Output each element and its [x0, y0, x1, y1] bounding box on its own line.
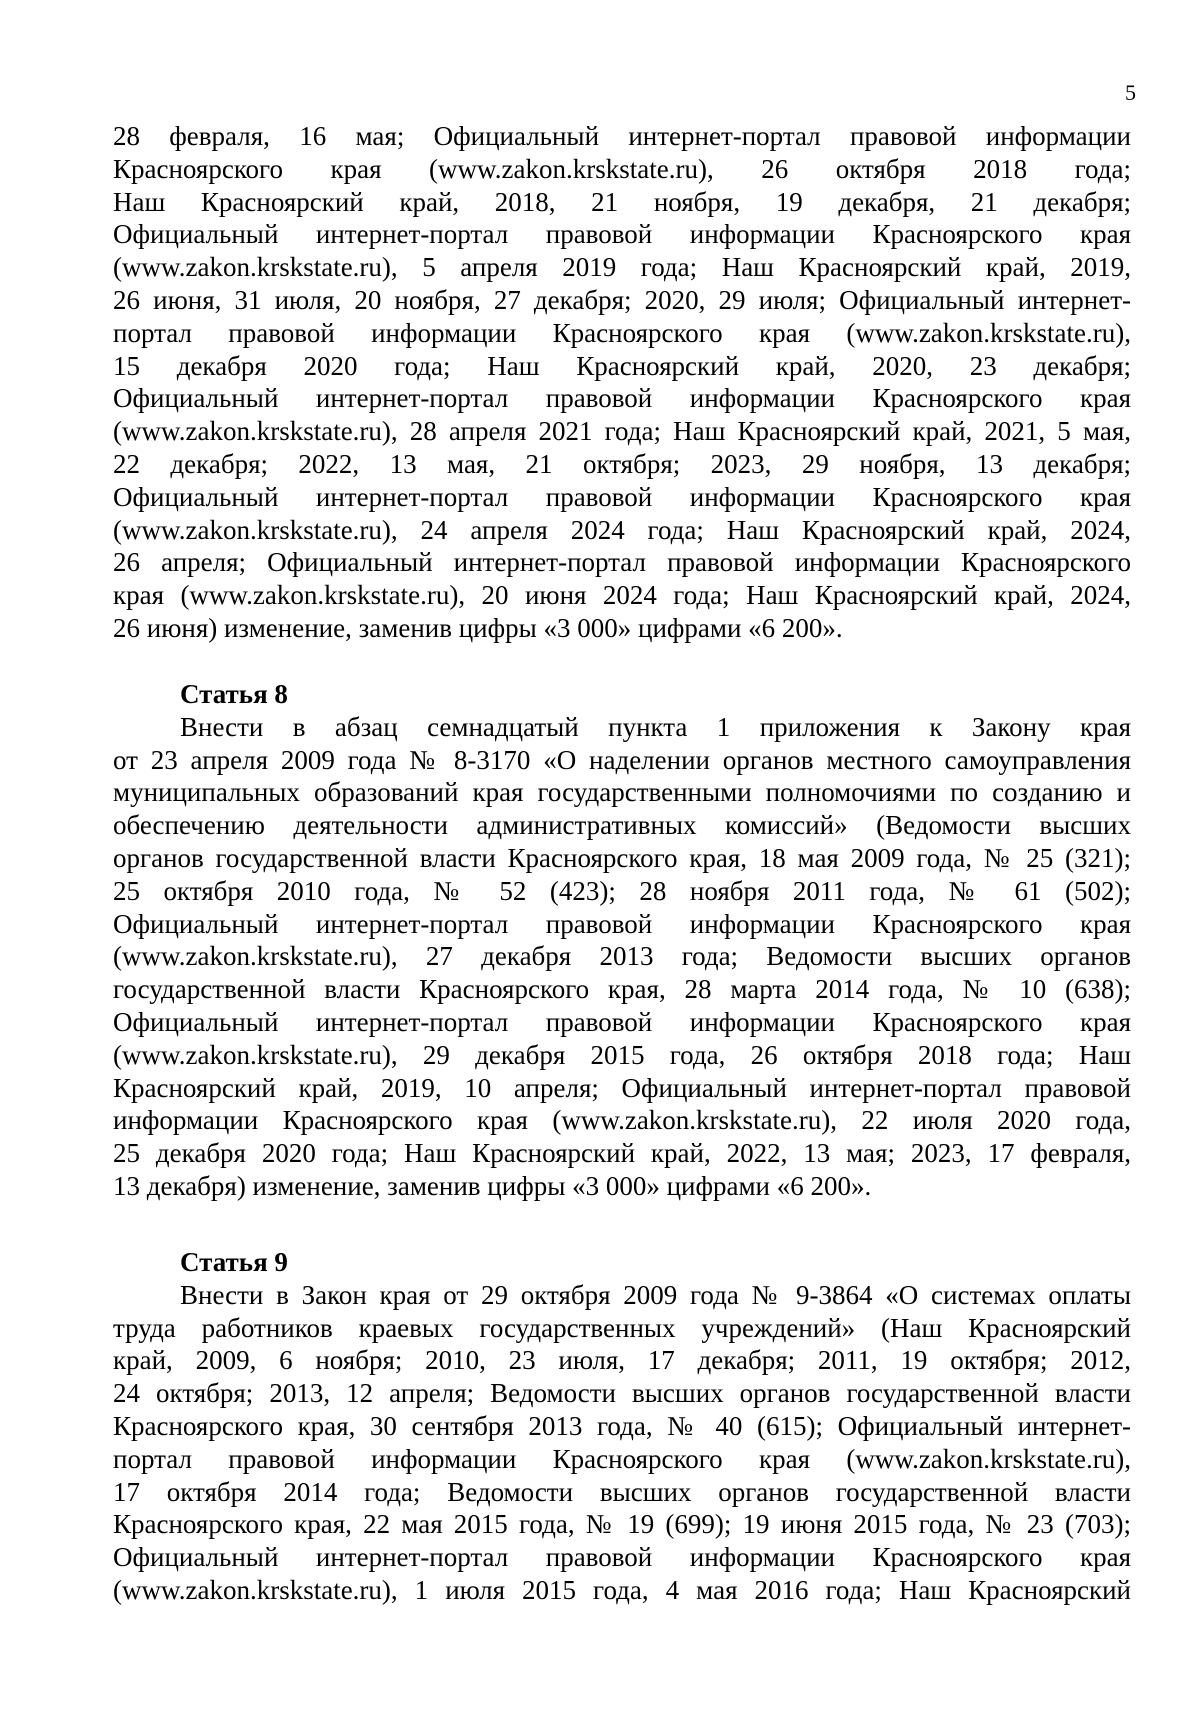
- text-line: портал правовой информации Красноярского края (www.zakon.krskstate.ru),: [113, 317, 1131, 348]
- text-line: органов государственной власти Красноярского края, 18 мая 2009 года, № 25 (321);: [113, 842, 1131, 873]
- text-line: информации Красноярского края (www.zakon.krskstate.ru), 22 июля 2020 года,: [113, 1105, 1131, 1136]
- article-9: [113, 1246, 1131, 1607]
- article-9-heading: Статья 9: [180, 1247, 288, 1277]
- text-line: Наш Красноярский край, 2018, 21 ноября, 19 декабря, 21 декабря;: [113, 186, 1131, 217]
- text-line: 25 октября 2010 года, № 52 (423); 28 ноября 2011 года, № 61 (502);: [113, 875, 1131, 906]
- text-line: 26 июня) изменение, заменив цифры «3 000» цифрами «6 200».: [113, 612, 843, 643]
- text-line: Официальный интернет-портал правовой информации Красноярского края: [113, 1542, 1131, 1573]
- text-line: 25 декабря 2020 года; Наш Красноярский край, 2022, 13 мая; 2023, 17 февраля,: [113, 1138, 1131, 1169]
- text-line: Красноярского края, 30 сентября 2013 года, № 40 (615); Официальный интернет-: [113, 1410, 1131, 1441]
- text-line: края (www.zakon.krskstate.ru), 20 июня 2024 года; Наш Красноярский край, 2024,: [113, 580, 1131, 611]
- text-line: 26 июня, 31 июля, 20 ноября, 27 декабря; 2020, 29 июля; Официальный интернет-: [113, 284, 1131, 315]
- text-line: 17 октября 2014 года; Ведомости высших органов государственной власти: [113, 1476, 1131, 1507]
- text-line: обеспечению деятельности административных комиссий» (Ведомости высших: [113, 810, 1131, 841]
- text-line: Официальный интернет-портал правовой информации Красноярского края: [113, 1006, 1131, 1037]
- text-line: (www.zakon.krskstate.ru), 1 июля 2015 года, 4 мая 2016 года; Наш Красноярский: [113, 1574, 1131, 1605]
- text-line: Красноярский край, 2019, 10 апреля; Официальный интернет-портал правовой: [113, 1072, 1131, 1103]
- text-line: 26 апреля; Официальный интернет-портал правовой информации Красноярского: [113, 547, 1131, 578]
- text-line: 22 декабря; 2022, 13 мая, 21 октября; 2023, 29 ноября, 13 декабря;: [113, 448, 1131, 479]
- article-8-heading: Статья 8: [180, 679, 288, 709]
- text-line: Внести в Закон края от 29 октября 2009 года № 9-3864 «О системах оплаты: [180, 1279, 1131, 1310]
- text-line: труда работников краевых государственных учреждений» (Наш Красноярский: [113, 1312, 1131, 1343]
- text-line: 24 октября; 2013, 12 апреля; Ведомости высших органов государственной власти: [113, 1378, 1131, 1409]
- text-line: (www.zakon.krskstate.ru), 29 декабря 2015 года, 26 октября 2018 года; Наш: [113, 1039, 1131, 1070]
- text-line: 28 февраля, 16 мая; Официальный интернет-портал правовой информации: [113, 121, 1131, 151]
- text-line: (www.zakon.krskstate.ru), 24 апреля 2024 года; Наш Красноярский край, 2024,: [113, 514, 1131, 545]
- text-line: (www.zakon.krskstate.ru), 27 декабря 2013 года; Ведомости высших органов: [113, 941, 1131, 972]
- text-line: Официальный интернет-портал правовой информации Красноярского края: [113, 481, 1131, 512]
- text-line: Официальный интернет-портал правовой информации Красноярского края: [113, 383, 1131, 414]
- text-line: от 23 апреля 2009 года № 8-3170 «О наделении органов местного самоуправления: [113, 744, 1131, 775]
- text-line: Внести в абзац семнадцатый пункта 1 приложения к Закону края: [180, 711, 1131, 742]
- text-line: портал правовой информации Красноярского края (www.zakon.krskstate.ru),: [113, 1443, 1131, 1474]
- text-line: (www.zakon.krskstate.ru), 5 апреля 2019 года; Наш Красноярский край, 2019,: [113, 252, 1131, 283]
- text-line: (www.zakon.krskstate.ru), 28 апреля 2021 года; Наш Красноярский край, 2021, 5 мая,: [113, 416, 1131, 447]
- text-line: Официальный интернет-портал правовой информации Красноярского края: [113, 908, 1131, 939]
- continuation-paragraph: [113, 120, 1131, 645]
- text-line: 13 декабря) изменение, заменив цифры «3 000» цифрами «6 200».: [113, 1170, 872, 1201]
- text-line: 15 декабря 2020 года; Наш Красноярский край, 2020, 23 декабря;: [113, 350, 1131, 381]
- text-line: муниципальных образований края государственными полномочиями по созданию и: [113, 777, 1131, 808]
- page-number: 5: [1125, 80, 1136, 105]
- text-line: Красноярского края, 22 мая 2015 года, № 19 (699); 19 июня 2015 года, № 23 (703);: [113, 1509, 1131, 1540]
- text-line: Официальный интернет-портал правовой информации Красноярского края: [113, 219, 1131, 250]
- text-line: край, 2009, 6 ноября; 2010, 23 июля, 17 декабря; 2011, 19 октября; 2012,: [113, 1345, 1131, 1376]
- text-line: государственной власти Красноярского края, 28 марта 2014 года, № 10 (638);: [113, 974, 1131, 1005]
- text-line: Красноярского края (www.zakon.krskstate.ru), 26 октября 2018 года;: [113, 153, 1131, 184]
- article-8: [113, 678, 1131, 1203]
